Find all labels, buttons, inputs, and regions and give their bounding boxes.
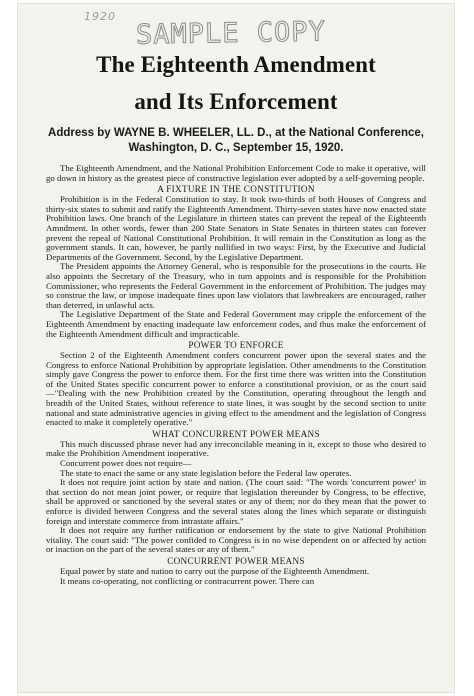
intro-paragraph: The Eighteenth Amendment, and the National Prohibition Enforcement Code to make it operative, will go down in history as the greatest piece of constructive legislation ever adopted by a self-governing people.: [46, 163, 426, 183]
paragraph-what-5: It does not require any further ratification or endorsement by the state to give National Prohibition vitality. The court said: "The power confided to Congress is in no wise dependent on or affected by action or inaction on the part of the several states or any of them.": [46, 525, 426, 555]
paragraph-what-4: It does not require joint action by state and nation. (The court said: "The words 'concurrent power' in that section do not mean joint power, or require that legislation thereunder by Congress, to be effective, shall be approved or sanctioned by the several states or any of them; nor do they mean that the power to enforce is divided between Congress and the several states along the lines which separate or distinguish foreign and interstate commerce from intrastate affairs.": [46, 477, 426, 526]
section-heading-concurrent: CONCURRENT POWER MEANS: [167, 555, 305, 566]
address-subtitle: Address by WAYNE B. WHEELER, LL. D., at the National Conference, Washington, D. C., September 15, 1920.: [48, 127, 424, 154]
paragraph-what-1: This much discussed phrase never had any irreconcilable meaning in it, except to those who desired to make the Prohibition Amendment inoperative.: [46, 438, 426, 459]
paragraph-fixture-1: Prohibition is in the Federal Constitution to stay. It took two-thirds of both Houses of Congress and thirty-six states to submit and ratify the Eighteenth Amendment. Thirty-seven states have now enacted state Prohibition laws. One branch of the Legislature in thirteen states can prevent the repeal of the Eighteenth Amndment. In other words, fewer than 200 State Senators in State Senates in thirteen states can forever prevent the repeal of National Constitutional Prohibition. It will remain in the Constitution as long as the government stands. It can, however, be partly nullified in two ways: First, by the Executive and Judicial Departments of the Government. Second, by the Legislative Department.: [46, 194, 426, 262]
section-heading-power: POWER TO ENFORCE: [188, 340, 284, 351]
paragraph-what-3: The state to enact the same or any state legislation before the Federal law operates.: [60, 467, 352, 478]
paragraph-concurrent-1: Equal power by state and nation to carry out the purpose of the Eighteenth Amendment.: [60, 565, 370, 576]
paragraph-power: Section 2 of the Eighteenth Amendment confers concurrent power upon the several states and the Congress to enforce National Prohibition by appropriate legislation. Other amendments to the Constitution simply gave Congress the power to enforce them. For the first time there was written into the Constitution of the United States specific concurrent power to enforce a constitutional provision, or as the court said—"Dealing with the new Prohibition created by the Constitution, operating throughout the length and breadth of the United States, without reference to state lines, it was sought by the second section to unite national and state administrative agencies in giving effect to the amendment and the legislation of Congress enacted to make it completely operative.": [46, 350, 426, 428]
paragraph-fixture-2: The President appoints the Attorney General, who is responsible for the prosecutions in the courts. He also appoints the Secretary of the Treasury, who in turn appoints and is responsible for the Prohibition Commissioner, who represents the Federal Government in the enforcement of Prohibition. The judges may so construe the law, or impose inadequate fines upon law violators that lawbreakers are encouraged, rather than deterred, in unlawful acts.: [46, 261, 426, 310]
section-heading-fixture: A FIXTURE IN THE CONSTITUTION: [157, 184, 315, 195]
document-body: [46, 164, 426, 586]
title-line-2: and Its Enforcement: [134, 89, 338, 114]
handwritten-note: 1920: [84, 10, 116, 23]
paragraph-concurrent-2: It means co-operating, not conflicting or contracurrent power. There can: [60, 575, 315, 586]
section-heading-what: WHAT CONCURRENT POWER MEANS: [152, 428, 320, 439]
paragraph-fixture-3: The Legislative Department of the State and Federal Government may cripple the enforcement of the Eighteenth Amendment by enacting inadequate law enforcement codes, and thus make the enforcement of the Eighteenth Amendment difficult and impracticable.: [46, 309, 426, 339]
document-page: [18, 4, 454, 692]
sample-copy-stamp: SAMPLE COPY: [135, 16, 327, 51]
paragraph-what-2: Concurrent power does not require—: [60, 458, 192, 469]
title-line-1: The Eighteenth Amendment: [96, 52, 376, 77]
